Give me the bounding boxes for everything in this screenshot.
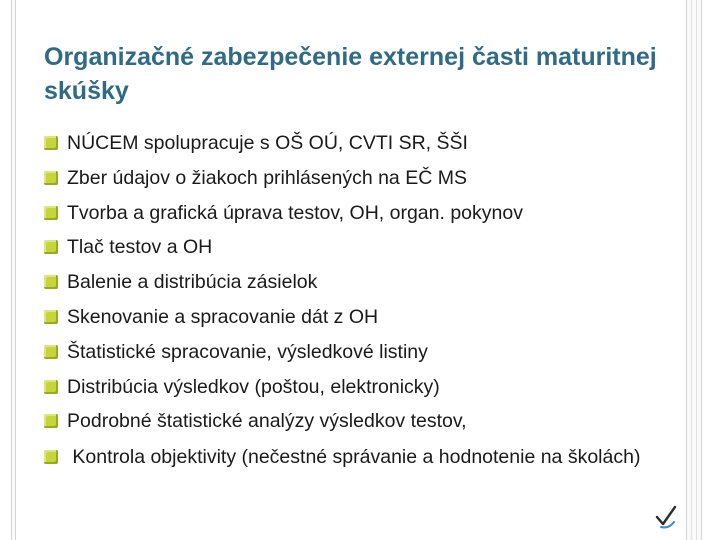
square-bullet-icon [44, 310, 58, 324]
square-bullet-icon [44, 380, 58, 394]
bullet-text: Distribúcia výsledkov (poštou, elektronicky) [67, 375, 440, 398]
bullet-text: Tlač testov a OH [67, 236, 213, 259]
bullet-text: Balenie a distribúcia zásielok [67, 271, 318, 294]
bullet-list [44, 126, 674, 471]
bullet-text: Zber údajov o žiakoch prihlásených na EČ MS [67, 166, 467, 189]
bullet-item [44, 265, 674, 300]
square-bullet-icon [44, 414, 58, 428]
bullet-item [44, 335, 674, 370]
bullet-text: Kontrola objektivity (nečestné správanie a hodnotenie na školách) [67, 446, 641, 469]
bullet-item [44, 443, 674, 471]
square-bullet-icon [44, 275, 58, 289]
right-border-inner-line [691, 0, 697, 540]
bullet-text: Podrobné štatistické analýzy výsledkov testov, [67, 410, 467, 433]
bullet-item [44, 196, 674, 231]
bullet-item [44, 126, 674, 161]
square-bullet-icon [44, 345, 58, 359]
square-bullet-icon [44, 136, 58, 150]
left-border-decoration [11, 0, 16, 540]
bullet-text: Skenovanie a spracovanie dát z OH [67, 305, 379, 328]
bullet-text: Štatistické spracovanie, výsledkové listiny [67, 340, 428, 363]
checkmark-icon [654, 504, 678, 530]
bullet-item [44, 230, 674, 265]
bullet-item [44, 161, 674, 196]
bullet-item [44, 370, 674, 405]
square-bullet-icon [44, 171, 58, 185]
bullet-item [44, 404, 674, 439]
slide-title: Organizačné zabezpečenie externej časti maturitnej skúšky [44, 43, 657, 105]
bullet-text: NÚCEM spolupracuje s OŠ OÚ, CVTI SR, ŠŠI [67, 132, 468, 154]
square-bullet-icon [44, 240, 58, 254]
bullet-text: Tvorba a grafická úprava testov, OH, organ. pokynov [67, 201, 523, 224]
bullet-item [44, 300, 674, 335]
square-bullet-icon [44, 450, 58, 464]
square-bullet-icon [44, 206, 58, 220]
